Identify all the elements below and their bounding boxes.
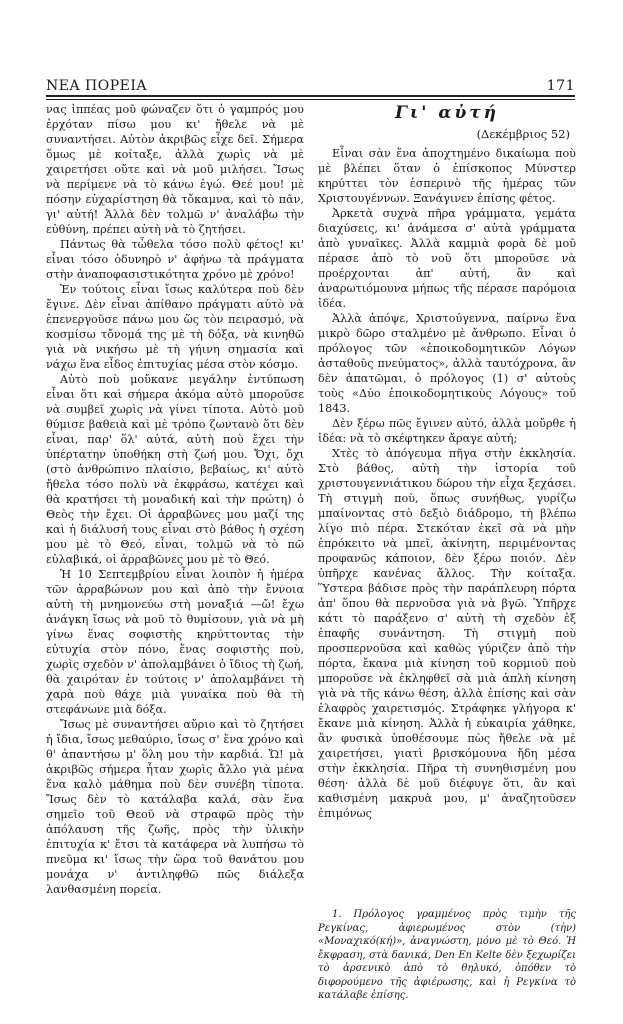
running-header <box>46 70 575 94</box>
page-number: 171 <box>546 78 575 94</box>
footnote-text: 1. Πρόλογος γραμμένος πρὸς τιμὴν τῆς Ρεγκίνας, ἀφιερωμένος στὸν (τὴν) «Μοναχικό(κή)», ἀναγνώστη, μόνο μὲ τὸ Θεό. Ἡ ἔκφραση, στὰ δανικά, Den En Kelte δὲν ξεχωρίζει τὸ ἀρσενικὸ ἀπὸ τὸ θηλυκό, ὁπόθεν τὸ διφορούμενο τῆς ἀφιέρωσης, καὶ ἡ Ρεγκίνα τὸ κατάλαβε ἐπίσης. <box>318 909 576 1001</box>
paragraph: Ἴσως μὲ συναντήσει αὔριο καὶ τὸ ζητήσει ἡ ἴδια, ἴσως μεθαύριο, ἴσως σ' ἕνα χρόνο καὶ θ' ἀπαντήσω μ' ὅλη μου τὴν καρδιά. Ὤ! μὰ ἀκριβῶς σήμερα ἦταν χωρὶς ἄλλο γιὰ μένα ἕνα καλὸ μάθημα ποὺ δὲν συνέβη τίποτα. Ἴσως δὲν τὸ κατάλαβα καλά, σὰν ἕνα σημεῖο τοῦ Θεοῦ νὰ στραφῶ πρὸς τὴν ἀπόλαυση τῆς ζωῆς, πρὸς τὴν ὑλικὴν ἐπιτυχία κ' ἔτσι τὰ κατάφερα νὰ λυπήσω τὸ πνεῦμα κι' ἴσως τὴν ὥρα τοῦ θανάτου μου μονάχα ν' ἀντιληφθῶ πῶς διάλεξα λανθασμένη πορεία. <box>46 718 304 896</box>
paragraph: Ἡ 10 Σεπτεμβρίου εἶναι λοιπὸν ἡ ἡμέρα τῶν ἀρραβώνων μου καὶ ἀπὸ τὴν ἔννοια αὐτὴ τὴ μνημονεύω στὴ μοναξιά —ὤ! ἔχω ἀνάγκη ἴσως νὰ μοῦ τὸ θυμίσουν, γιὰ νὰ μὴ γίνω ἕνας σοφιστὴς κηρύττοντας τὴν εὐτυχία στὸν πόνο, ἕνας σοφιστὴς ποὺ, χωρὶς σχεδὸν ν' ἀπολαμβάνει ὁ ἴδιος τὴ ζωή, θὰ χαιρόταν ἐν τούτοις ν' ἀπολαμβάνει τὴ χαρὰ ποὺ θάχε μιὰ γυναίκα ποὺ θὰ τὴ στεφάνωνε μιὰ δόξα. <box>46 568 304 716</box>
paragraph: Ἀλλὰ ἀπόψε, Χριστούγεννα, παίρνω ἕνα μικρὸ δῶρο σταλμένο μὲ ἄνθρωπο. Εἶναι ὁ πρόλογος τῶν «ἐποικοδομητικῶν Λόγων ἀσταθοῦς πνεύματος», ἀλλὰ ταυτόχρονα, ἂν δὲν ἀπατῶμαι, ὁ πρόλογος (1) σ' αὐτοὺς τοὺς «Δύο ἐποικοδομητικοὺς Λόγους» τοῦ 1843. <box>318 312 576 415</box>
footnote <box>318 908 576 1003</box>
journal-title: ΝΕΑ ΠΟΡΕΙΑ <box>46 78 147 94</box>
paragraph: νας ἱππέας μοῦ φώναζεν ὅτι ὁ γαμπρός μου ἐρχόταν πίσω μου κι' ἤθελε νὰ μὲ συναντήσει. Αὐτὸν ἀκριβῶς εἶχε δεῖ. Σήμερα ὅμως μὲ κοίταξε, ἀλλὰ χωρὶς νὰ μὲ χαιρετήσει οὔτε καὶ νὰ μοῦ μιλήσει. Ἴσως νὰ περίμενε νὰ τὸ κάνω ἐγώ. Θεέ μου! μὲ πόσην εὐχαρίστηση θὰ τὄκαμνα, καὶ τὸ πᾶν, γι' αὐτή! Ἀλλὰ δὲν τολμῶ ν' ἀναλάβω τὴν εὐθύνη, πρέπει αὐτὴ νὰ τὸ ζητήσει. <box>46 103 304 236</box>
paragraph: Ἀρκετὰ συχνὰ πῆρα γράμματα, γεμάτα διαχύσεις, κι' ἀνάμεσα σ' αὐτὰ γράμματα ἀπὸ γυναῖκες. Ἀλλὰ καμμιὰ φορὰ δὲ μοῦ πέρασε ἀπὸ τὸ νοῦ ὅτι μποροῦσε νὰ προέρχονται ἀπ' αὐτή, ἂν καὶ ἀναρωτιόμουνα μήπως τῆς πέρασε παρόμοια ἰδέα. <box>318 207 576 310</box>
right-column <box>318 102 576 821</box>
paragraph: Αὐτὸ ποὺ μοὔκανε μεγάλην ἐντύπωση εἶναι ὅτι καὶ σήμερα ἀκόμα αὐτὸ μποροῦσε νὰ συμβεῖ χωρὶς νὰ γίνει τίποτα. Αὐτὸ μοῦ θύμισε βαθειὰ καὶ μὲ τρόπο ζωντανὸ ὅτι δὲν εἶναι, παρ' ὅλ' αὐτά, αὐτὴ ποὺ ἔχει τὴν ὑπέρτατην ὑποθήκη στὴ ζωή μου. Ὄχι, ὄχι (στὸ ἀνθρώπινο πλαίσιο, βεβαίως, κι' αὐτὸ ἤθελα τόσο πολὺ νὰ ἐκφράσω, κατέχει καὶ θὰ κρατήσει τὴ μοναδική καὶ τὴν πρώτη) ὁ Θεὸς τὴν ἔχει. Οἱ ἀρραβῶνες μου μαζί της καὶ ἡ διάλυσή τους εἶναι στὸ βάθος ἡ σχέση μου μὲ τὸ Θεό, εἶναι, τολμῶ νὰ τὸ πῶ εὐλαβικά, οἱ ἀρραβῶνες μου μὲ τὸ Θεό. <box>46 373 304 566</box>
paragraph: Δὲν ξέρω πῶς ἔγινεν αὐτό, ἀλλὰ μοὔρθε ἡ ἰδέα: νὰ τὸ σκέφτηκεν ἄραγε αὐτή; <box>318 417 576 445</box>
left-column <box>46 102 304 897</box>
section-title: Γι' αὐτή <box>394 103 500 123</box>
paragraph: Πάντως θὰ τὧθελα τόσο πολὺ φέτος! κι' εἶναι τόσο ὀδυνηρὸ ν' ἀφήνω τὰ πράγματα στὴν ἀναποφασιστικότητα χρόνο μὲ χρόνο! <box>46 238 304 281</box>
paragraph: Χτὲς τὸ ἀπόγευμα πῆγα στὴν ἐκκλησία. Στὸ βάθος, αὐτὴ τὴν ἱστορία τοῦ χριστουγεννιάτικου δώρου τὴν εἶχα ξεχάσει. Τὴ στιγμὴ ποὺ, ὅπως συνήθως, γυρίζω μπαίνοντας στὸ δεξιὸ διάδρομο, τὴ βλέπω λίγο πιὸ πέρα. Στεκόταν ἐκεῖ σὰ νὰ μὴν ἐπρόκειτο νὰ μπεῖ, ἀκίνητη, περιμένοντας προφανῶς κάποιον, δὲν ξέρω ποιόν. Δὲν ὑπῆρχε κανένας ἄλλος. Τὴν κοίταξα. Ὕστερα βάδισε πρὸς τὴν παράπλευρη πόρτα ἀπ' ὅπου θὰ περνοῦσα γιὰ νὰ βγῶ. Ὑπῆρχε κάτι τὸ παράξενο σ' αὐτὴ τὴ σχεδὸν ἐξ ἐπαφῆς συνάντηση. Τὴ στιγμὴ ποὺ προσπερνοῦσα καὶ καθὼς γύριζεν ἀπὸ τὴν πόρτα, ἔκανα μιὰ κίνηση τοῦ κορμιοῦ ποὺ μποροῦσε νὰ ἐκληφθεῖ σὰ μιὰ ἁπλὴ κίνηση γιὰ νὰ τῆς κάνω θέση, ἀλλὰ ἐπίσης καὶ σὰν ἐλαφρὸς χαιρετισμός. Στράφηκε γλήγορα κ' ἔκανε μιὰ κίνηση. Ἀλλὰ ἡ εὐκαιρία χάθηκε, ἂν φυσικὰ ὑποθέσουμε πὼς ἤθελε νὰ μὲ χαιρετήσει, γιατὶ βρισκόμουνα ἤδη μέσα στὴν ἐκκλησία. Πῆρα τὴ συνηθισμένη μου θέση· ἀλλὰ δὲ μοῦ διέφυγε ὅτι, ἂν καὶ καθισμένη μακρυὰ μου, μ' ἀναζητοῦσεν ἐπιμόνως <box>318 447 576 820</box>
paragraph: Ἐν τούτοις εἶναι ἴσως καλύτερα ποὺ δὲν ἔγινε. Δὲν εἶναι ἀπίθανο πράγματι αὐτὸ νὰ ἐπενεργοῦσε πάνω μου ὥς τὸν πειρασμό, νὰ κοσμίσω τὄνομά της μὲ τὴ δόξα, νὰ κινηθῶ γιὰ νὰ νικήσω μὲ τὴ γήινη σημασία καὶ νάχω ἕνα εἶδος ἐπιτυχίας μέσα στὸν κόσμο. <box>46 283 304 371</box>
paragraph: Εἶναι σὰν ἕνα ἀποχτημένο δικαίωμα ποὺ μὲ βλέπει ὅταν ὁ ἐπίσκοπος Μύνστερ κηρύττει τὸν ἑσπερινὸ τῆς ἡμέρας τῶν Χριστουγέννων. Ξανάγινεν ἐπίσης φέτος. <box>318 147 576 205</box>
header-rule <box>46 95 575 100</box>
section-date: (Δεκέμβριος 52) <box>476 127 570 141</box>
